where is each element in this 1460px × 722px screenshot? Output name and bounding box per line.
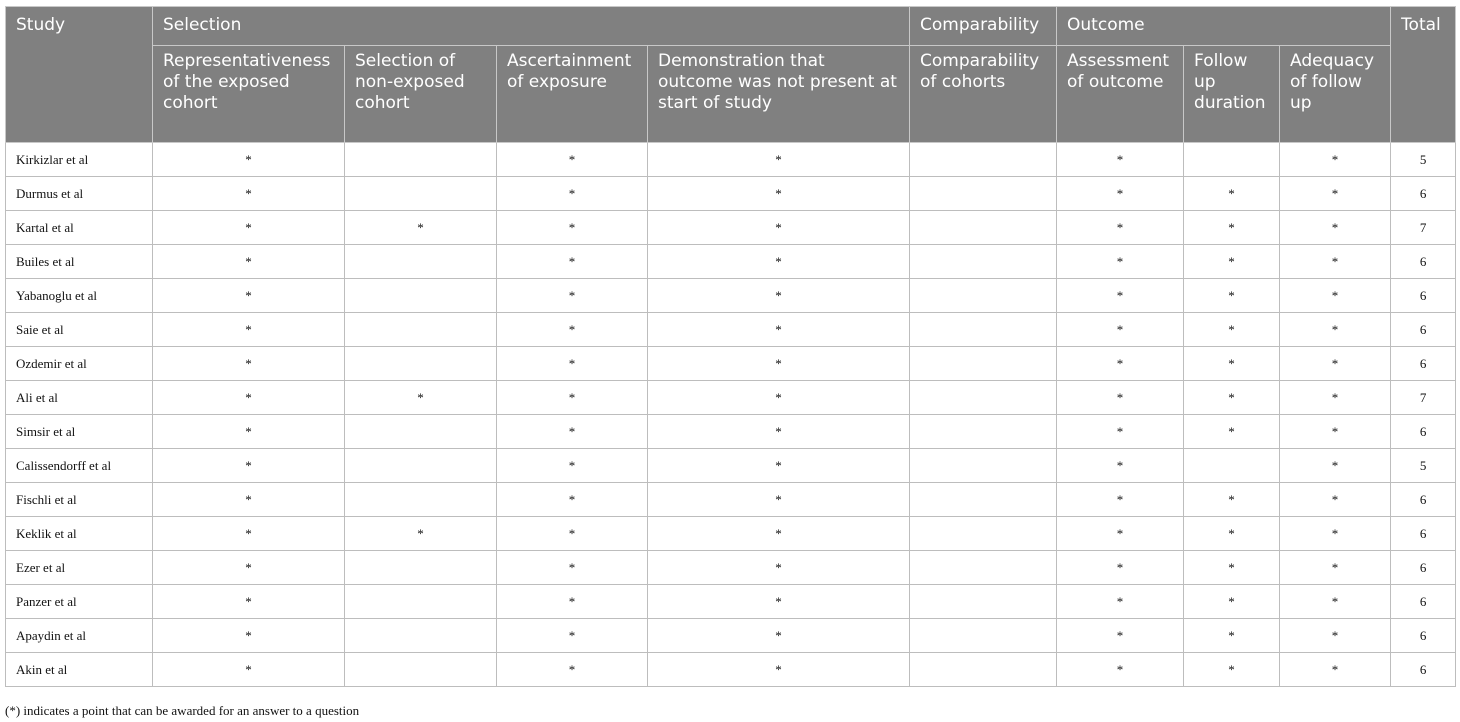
comparability-cohorts-cell	[910, 619, 1057, 653]
comparability-cohorts-cell	[910, 245, 1057, 279]
selection-non-exposed-cell	[345, 143, 497, 177]
study-name-cell: Calissendorff et al	[6, 449, 153, 483]
follow-up-duration-cell: *	[1184, 347, 1280, 381]
study-name-cell: Keklik et al	[6, 517, 153, 551]
demonstration-cell: *	[648, 415, 910, 449]
representativeness-cell: *	[153, 653, 345, 687]
representativeness-cell: *	[153, 483, 345, 517]
study-name-cell: Kartal et al	[6, 211, 153, 245]
follow-up-duration-cell	[1184, 449, 1280, 483]
selection-non-exposed-cell	[345, 279, 497, 313]
table-header	[6, 7, 1456, 143]
demonstration-cell: *	[648, 143, 910, 177]
selection-non-exposed-cell	[345, 585, 497, 619]
adequacy-cell: *	[1280, 143, 1391, 177]
comparability-cohorts-cell	[910, 313, 1057, 347]
header-ascertainment: Ascertainment of exposure	[497, 46, 648, 143]
comparability-cohorts-cell	[910, 381, 1057, 415]
assessment-cell: *	[1057, 483, 1184, 517]
adequacy-cell: *	[1280, 653, 1391, 687]
total-cell: 6	[1391, 313, 1456, 347]
total-cell: 6	[1391, 347, 1456, 381]
ascertainment-cell: *	[497, 177, 648, 211]
comparability-cohorts-cell	[910, 517, 1057, 551]
study-name-cell: Panzer et al	[6, 585, 153, 619]
selection-non-exposed-cell	[345, 551, 497, 585]
demonstration-cell: *	[648, 653, 910, 687]
follow-up-duration-cell: *	[1184, 279, 1280, 313]
study-name-cell: Apaydin et al	[6, 619, 153, 653]
header-selection-non-exposed: Selection of non-exposed cohort	[345, 46, 497, 143]
ascertainment-cell: *	[497, 313, 648, 347]
follow-up-duration-cell: *	[1184, 551, 1280, 585]
follow-up-duration-cell: *	[1184, 245, 1280, 279]
adequacy-cell: *	[1280, 415, 1391, 449]
table-row	[6, 245, 1456, 279]
total-cell: 6	[1391, 517, 1456, 551]
table-row	[6, 551, 1456, 585]
comparability-cohorts-cell	[910, 211, 1057, 245]
demonstration-cell: *	[648, 313, 910, 347]
demonstration-cell: *	[648, 619, 910, 653]
table-row	[6, 585, 1456, 619]
assessment-cell: *	[1057, 517, 1184, 551]
table-row	[6, 143, 1456, 177]
follow-up-duration-cell	[1184, 143, 1280, 177]
table-row	[6, 313, 1456, 347]
total-cell: 6	[1391, 483, 1456, 517]
assessment-cell: *	[1057, 313, 1184, 347]
ascertainment-cell: *	[497, 143, 648, 177]
demonstration-cell: *	[648, 585, 910, 619]
representativeness-cell: *	[153, 517, 345, 551]
study-name-cell: Durmus et al	[6, 177, 153, 211]
comparability-cohorts-cell	[910, 415, 1057, 449]
quality-assessment-table-container	[5, 6, 1455, 687]
study-name-cell: Saie et al	[6, 313, 153, 347]
table-row	[6, 653, 1456, 687]
selection-non-exposed-cell	[345, 449, 497, 483]
assessment-cell: *	[1057, 653, 1184, 687]
representativeness-cell: *	[153, 347, 345, 381]
adequacy-cell: *	[1280, 449, 1391, 483]
header-follow-up-duration: Follow up duration	[1184, 46, 1280, 143]
assessment-cell: *	[1057, 551, 1184, 585]
demonstration-cell: *	[648, 551, 910, 585]
ascertainment-cell: *	[497, 619, 648, 653]
follow-up-duration-cell: *	[1184, 415, 1280, 449]
study-name-cell: Ezer et al	[6, 551, 153, 585]
header-study: Study	[6, 7, 153, 143]
demonstration-cell: *	[648, 347, 910, 381]
demonstration-cell: *	[648, 177, 910, 211]
selection-non-exposed-cell: *	[345, 211, 497, 245]
selection-non-exposed-cell	[345, 177, 497, 211]
comparability-cohorts-cell	[910, 585, 1057, 619]
study-name-cell: Akin et al	[6, 653, 153, 687]
ascertainment-cell: *	[497, 347, 648, 381]
adequacy-cell: *	[1280, 313, 1391, 347]
adequacy-cell: *	[1280, 381, 1391, 415]
table-row	[6, 177, 1456, 211]
study-name-cell: Yabanoglu et al	[6, 279, 153, 313]
total-cell: 6	[1391, 619, 1456, 653]
assessment-cell: *	[1057, 143, 1184, 177]
adequacy-cell: *	[1280, 517, 1391, 551]
ascertainment-cell: *	[497, 279, 648, 313]
table-row	[6, 619, 1456, 653]
ascertainment-cell: *	[497, 245, 648, 279]
assessment-cell: *	[1057, 415, 1184, 449]
assessment-cell: *	[1057, 211, 1184, 245]
study-name-cell: Fischli et al	[6, 483, 153, 517]
comparability-cohorts-cell	[910, 653, 1057, 687]
demonstration-cell: *	[648, 449, 910, 483]
ascertainment-cell: *	[497, 653, 648, 687]
adequacy-cell: *	[1280, 279, 1391, 313]
demonstration-cell: *	[648, 211, 910, 245]
comparability-cohorts-cell	[910, 279, 1057, 313]
representativeness-cell: *	[153, 177, 345, 211]
follow-up-duration-cell: *	[1184, 619, 1280, 653]
ascertainment-cell: *	[497, 211, 648, 245]
ascertainment-cell: *	[497, 381, 648, 415]
table-body	[6, 143, 1456, 687]
ascertainment-cell: *	[497, 585, 648, 619]
table-row	[6, 483, 1456, 517]
selection-non-exposed-cell: *	[345, 517, 497, 551]
adequacy-cell: *	[1280, 245, 1391, 279]
total-cell: 7	[1391, 211, 1456, 245]
adequacy-cell: *	[1280, 177, 1391, 211]
follow-up-duration-cell: *	[1184, 653, 1280, 687]
adequacy-cell: *	[1280, 347, 1391, 381]
header-group-row	[6, 7, 1456, 46]
header-sub-row	[6, 46, 1456, 143]
demonstration-cell: *	[648, 381, 910, 415]
header-comparability: Comparability	[910, 7, 1057, 46]
follow-up-duration-cell: *	[1184, 483, 1280, 517]
table-row	[6, 517, 1456, 551]
total-cell: 6	[1391, 415, 1456, 449]
representativeness-cell: *	[153, 415, 345, 449]
adequacy-cell: *	[1280, 211, 1391, 245]
table-row	[6, 279, 1456, 313]
selection-non-exposed-cell	[345, 415, 497, 449]
follow-up-duration-cell: *	[1184, 177, 1280, 211]
study-name-cell: Ali et al	[6, 381, 153, 415]
assessment-cell: *	[1057, 449, 1184, 483]
header-demonstration: Demonstration that outcome was not present at start of study	[648, 46, 910, 143]
comparability-cohorts-cell	[910, 143, 1057, 177]
representativeness-cell: *	[153, 619, 345, 653]
ascertainment-cell: *	[497, 551, 648, 585]
ascertainment-cell: *	[497, 517, 648, 551]
table-row	[6, 211, 1456, 245]
table-row	[6, 381, 1456, 415]
selection-non-exposed-cell: *	[345, 381, 497, 415]
header-representativeness: Representativeness of the exposed cohort	[153, 46, 345, 143]
demonstration-cell: *	[648, 245, 910, 279]
representativeness-cell: *	[153, 245, 345, 279]
total-cell: 6	[1391, 653, 1456, 687]
study-name-cell: Simsir et al	[6, 415, 153, 449]
representativeness-cell: *	[153, 551, 345, 585]
comparability-cohorts-cell	[910, 551, 1057, 585]
selection-non-exposed-cell	[345, 483, 497, 517]
selection-non-exposed-cell	[345, 653, 497, 687]
total-cell: 6	[1391, 585, 1456, 619]
adequacy-cell: *	[1280, 551, 1391, 585]
ascertainment-cell: *	[497, 483, 648, 517]
representativeness-cell: *	[153, 211, 345, 245]
table-row	[6, 347, 1456, 381]
header-total: Total	[1391, 7, 1456, 143]
follow-up-duration-cell: *	[1184, 517, 1280, 551]
comparability-cohorts-cell	[910, 483, 1057, 517]
adequacy-cell: *	[1280, 483, 1391, 517]
selection-non-exposed-cell	[345, 245, 497, 279]
follow-up-duration-cell: *	[1184, 381, 1280, 415]
ascertainment-cell: *	[497, 415, 648, 449]
table-row	[6, 415, 1456, 449]
representativeness-cell: *	[153, 585, 345, 619]
comparability-cohorts-cell	[910, 347, 1057, 381]
study-name-cell: Kirkizlar et al	[6, 143, 153, 177]
total-cell: 6	[1391, 551, 1456, 585]
assessment-cell: *	[1057, 279, 1184, 313]
assessment-cell: *	[1057, 619, 1184, 653]
total-cell: 6	[1391, 279, 1456, 313]
header-assessment: Assessment of outcome	[1057, 46, 1184, 143]
follow-up-duration-cell: *	[1184, 585, 1280, 619]
demonstration-cell: *	[648, 483, 910, 517]
assessment-cell: *	[1057, 585, 1184, 619]
study-name-cell: Ozdemir et al	[6, 347, 153, 381]
representativeness-cell: *	[153, 313, 345, 347]
assessment-cell: *	[1057, 245, 1184, 279]
selection-non-exposed-cell	[345, 347, 497, 381]
total-cell: 5	[1391, 449, 1456, 483]
quality-assessment-table	[5, 6, 1456, 687]
header-comparability-cohorts: Comparability of cohorts	[910, 46, 1057, 143]
representativeness-cell: *	[153, 381, 345, 415]
header-outcome: Outcome	[1057, 7, 1391, 46]
ascertainment-cell: *	[497, 449, 648, 483]
representativeness-cell: *	[153, 449, 345, 483]
header-selection: Selection	[153, 7, 910, 46]
assessment-cell: *	[1057, 381, 1184, 415]
table-row	[6, 449, 1456, 483]
header-adequacy: Adequacy of follow up	[1280, 46, 1391, 143]
total-cell: 6	[1391, 245, 1456, 279]
total-cell: 7	[1391, 381, 1456, 415]
footnote: (*) indicates a point that can be awarded for an answer to a question	[5, 703, 360, 718]
follow-up-duration-cell: *	[1184, 313, 1280, 347]
assessment-cell: *	[1057, 347, 1184, 381]
total-cell: 5	[1391, 143, 1456, 177]
selection-non-exposed-cell	[345, 619, 497, 653]
representativeness-cell: *	[153, 279, 345, 313]
adequacy-cell: *	[1280, 585, 1391, 619]
demonstration-cell: *	[648, 279, 910, 313]
total-cell: 6	[1391, 177, 1456, 211]
study-name-cell: Builes et al	[6, 245, 153, 279]
adequacy-cell: *	[1280, 619, 1391, 653]
selection-non-exposed-cell	[345, 313, 497, 347]
representativeness-cell: *	[153, 143, 345, 177]
follow-up-duration-cell: *	[1184, 211, 1280, 245]
assessment-cell: *	[1057, 177, 1184, 211]
demonstration-cell: *	[648, 517, 910, 551]
comparability-cohorts-cell	[910, 449, 1057, 483]
comparability-cohorts-cell	[910, 177, 1057, 211]
